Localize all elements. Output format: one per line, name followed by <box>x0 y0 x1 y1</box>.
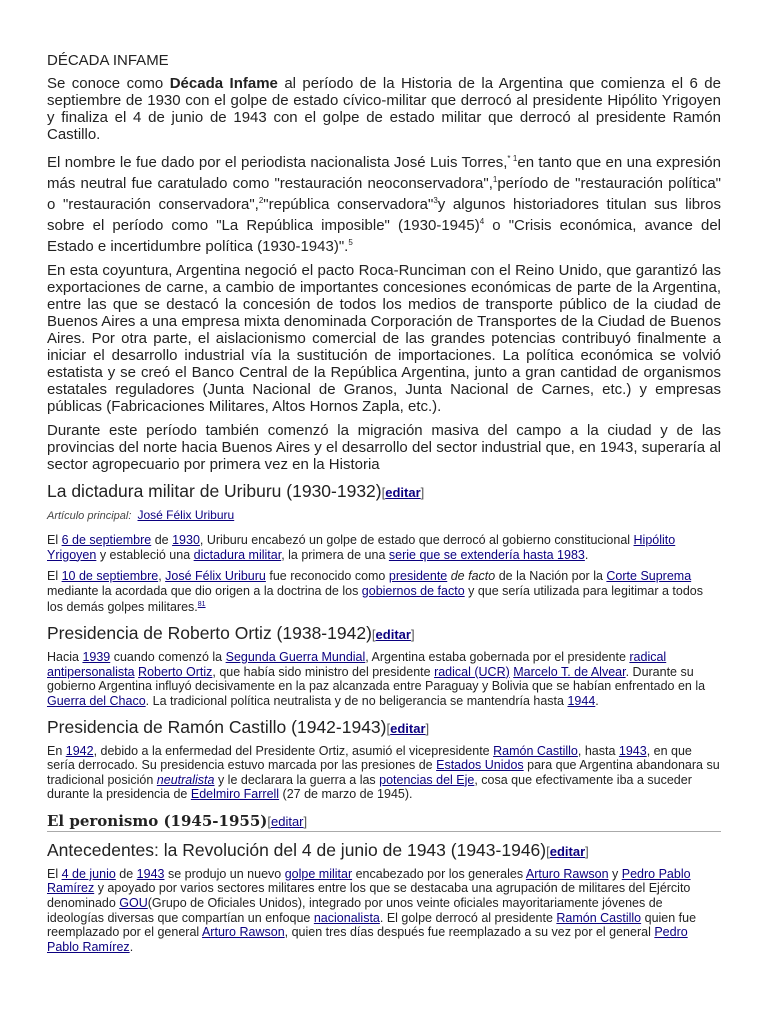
text: En <box>47 743 66 758</box>
link[interactable]: radical antipersonalista <box>47 650 667 679</box>
text: Se conoce como <box>47 75 170 92</box>
text: y apoyado por varios sectores militares entre los que se destacaba una agrupación de militares del Ejército denominado <box>47 881 691 911</box>
link[interactable]: potencias del Eje <box>379 772 475 787</box>
link[interactable]: gobiernos de facto <box>361 583 465 598</box>
link[interactable]: neutralista <box>156 772 215 787</box>
link[interactable]: radical (UCR) <box>434 664 510 679</box>
text: en tanto que en una expresión más neutral fue caratulado como "restauración neoconservadora", <box>47 154 721 192</box>
link[interactable]: Marcelo T. de Alvear <box>513 664 626 679</box>
bold-term: Década Infame <box>169 75 278 92</box>
text: , en que sería derrocado. Su presidencia estuvo marcada por las presiones de <box>47 743 692 773</box>
document-title: DÉCADA INFAME <box>47 52 169 69</box>
name-origin-paragraph <box>47 150 721 255</box>
edit-link[interactable]: editar <box>375 627 411 643</box>
text: , debido a la enfermedad del Presidente Ortiz, asumió el vicepresidente <box>93 743 494 758</box>
link[interactable]: 1943 <box>136 866 165 881</box>
link[interactable]: Hipólito Yrigoyen <box>47 533 676 562</box>
edit-section: [editar] <box>386 720 430 736</box>
link[interactable]: Pedro Pablo Ramírez <box>47 866 691 896</box>
link[interactable]: José Félix Uriburu <box>165 569 266 584</box>
edit-link[interactable]: editar <box>385 485 421 500</box>
text: . El golpe derrocó al presidente <box>379 910 557 925</box>
section-heading-revolucion-1943 <box>47 840 721 862</box>
uriburu-paragraph-1 <box>47 533 721 562</box>
text: , que había sido ministro del presidente <box>212 664 435 679</box>
link[interactable]: Roberto Ortiz <box>138 664 213 679</box>
link[interactable]: 1944 <box>567 693 596 708</box>
roca-runciman-paragraph: En esta coyuntura, Argentina negoció el pacto Roca-Runciman con el Reino Unido, que garantizó las exportaciones de carne, a cambio de importantes concesiones económicas de parte de la Argentina, entre las que se destacó la concesión de todos los medios de transporte público de la ciudad de Buenos Aires a una empresa mixta denominada Corporación de Transportes de la Ciudad de Buenos Aires. Por otra parte, el aislacionismo comercial de las grandes potencias contribuyó finalmente a iniciar el desarrollo industrial vía la sustitución de importaciones. La política económica se volvió estatista y se creó el Banco Central de la República Argentina, junto a gran cantidad de organismos estatales reguladores (Junta Nacional de Granos, Junta Nacional de Carnes, etc.) y empresas públicas (Fabricaciones Militares, Altos Hornos Zapla, etc.). <box>47 262 721 415</box>
link[interactable]: Arturo Rawson <box>201 925 285 940</box>
text: cuando comenzó la <box>110 650 226 665</box>
text: de la Nación por la <box>495 569 607 584</box>
link[interactable]: Segunda Guerra Mundial <box>225 650 366 665</box>
text: El <box>47 866 62 881</box>
link[interactable]: nacionalista <box>313 910 380 925</box>
text: y estableció una <box>96 547 194 562</box>
link[interactable]: Ramón Castillo <box>493 743 578 758</box>
link[interactable]: 4 de junio <box>61 866 116 881</box>
text: . Durante su gobierno Argentina influyó decisivamente en la paz alcanzada entre Paraguay y Bolivia que se habían enfrentado en la <box>47 664 706 694</box>
text: El <box>47 533 62 547</box>
revolucion-paragraph <box>47 867 721 955</box>
footnote-ref[interactable]: * 1 <box>507 154 518 163</box>
heading-text: El peronismo (1945-1955) <box>47 811 268 830</box>
text: , hasta <box>577 743 619 758</box>
text: El <box>47 569 62 584</box>
section-heading-ortiz <box>47 623 721 645</box>
heading-text: La dictadura militar de Uriburu (1930-1932) <box>47 481 382 501</box>
text: , quien tres días después fue reemplazado a su vez por el general <box>284 925 655 940</box>
main-article-note <box>47 508 721 522</box>
link[interactable]: 10 de septiembre <box>61 569 159 584</box>
link[interactable]: Arturo Rawson <box>525 866 609 881</box>
text: "república conservadora" <box>263 196 434 213</box>
heading-text: Presidencia de Roberto Ortiz (1938-1942) <box>47 623 372 644</box>
intro-paragraph <box>47 75 721 143</box>
text: para que Argentina abandonara su tradicional posición <box>47 758 720 787</box>
footnote-ref[interactable]: 3 <box>433 196 438 205</box>
main-article-link[interactable]: José Félix Uriburu <box>137 508 235 522</box>
text: y algunos historiadores titulan sus libros sobre el período como "La República imposible" (1930-1945) <box>47 196 721 234</box>
link[interactable]: 1942 <box>65 743 94 758</box>
text: (27 de marzo de 1945). <box>279 787 413 802</box>
link[interactable]: 1943 <box>618 743 647 758</box>
text: y <box>608 866 622 881</box>
text: El nombre le fue dado por el periodista nacionalista José Luis Torres, <box>47 154 508 171</box>
link[interactable]: Edelmiro Farrell <box>190 787 280 802</box>
link[interactable]: dictadura militar <box>193 547 282 562</box>
text: se produjo un nuevo <box>164 866 285 881</box>
link[interactable]: serie que se extendería hasta 1983 <box>388 547 585 562</box>
text: Hacia <box>47 650 83 665</box>
text: , cosa que efectivamente iba a suceder durante la presidencia de <box>47 772 692 802</box>
link[interactable]: Guerra del Chaco <box>47 693 146 708</box>
text: período de "restauración política" o "restauración conservadora", <box>47 175 722 213</box>
edit-section: [editar] <box>267 813 308 829</box>
italic-text: de facto <box>450 569 496 584</box>
edit-section: [editar] <box>546 843 589 859</box>
text: , la primera de una <box>281 547 389 562</box>
text: , Uriburu encabezó un golpe de estado que derrocó al gobierno constitucional <box>199 533 634 547</box>
text: y le declarara la guerra a las <box>214 772 380 787</box>
text: . La tradicional política neutralista y de no beligerancia se mantendría hasta <box>145 693 568 708</box>
text: (Grupo de Oficiales Unidos), integrado por unos veinte oficiales mayoritariamente jóvenes de ideologías diversas que compartían un enfoque <box>47 896 663 925</box>
footnote-ref[interactable]: 81 <box>197 601 206 609</box>
section-heading-uriburu <box>47 481 721 503</box>
text: de <box>115 866 137 881</box>
link[interactable]: golpe militar <box>284 866 353 881</box>
text: mediante la acordada que dio origen a la doctrina de los <box>47 583 362 598</box>
link[interactable]: 1939 <box>82 650 111 665</box>
text: . <box>595 693 599 708</box>
text: . <box>584 547 589 562</box>
text: de <box>151 533 173 547</box>
link[interactable]: 6 de septiembre <box>61 533 152 547</box>
section-heading-peronismo <box>47 812 721 832</box>
link[interactable]: presidente <box>388 569 448 584</box>
footnote-ref[interactable]: 4 <box>479 217 485 226</box>
section-heading-castillo <box>47 717 721 739</box>
text: fue reconocido como <box>265 569 389 584</box>
text: al período de la Historia de la Argentina que comienza el 6 de septiembre de 1930 con el golpe de estado cívico-militar que derrocó al presidente Hipólito Yrigoyen y finaliza el 4 de junio de 1943 con el golpe de estado militar que derrocó al presidente Ramón Castillo. <box>47 75 721 143</box>
document-page <box>47 47 721 961</box>
edit-link[interactable]: editar <box>549 843 586 859</box>
heading-text: Presidencia de Ramón Castillo (1942-1943) <box>47 716 387 737</box>
footnote-ref[interactable]: 1 <box>492 175 498 184</box>
uriburu-paragraph-2 <box>47 569 721 615</box>
text: o "Crisis económica, avance del Estado e incertidumbre política (1930-1943)". <box>47 217 721 255</box>
footnote-ref[interactable]: 2 <box>258 196 264 205</box>
link[interactable]: 1930 <box>172 533 200 547</box>
link[interactable]: Corte Suprema <box>606 569 692 584</box>
text: , Argentina estaba gobernada por el presidente <box>365 650 630 665</box>
ortiz-paragraph <box>47 650 721 708</box>
migration-paragraph: Durante este período también comenzó la migración masiva del campo a la ciudad y de las provincias del norte hacia Buenos Aires y el desarrollo del sector industrial que, en 1943, superaría al sector agropecuario por primera vez en la Historia <box>47 422 721 473</box>
note-label: Artículo principal: <box>47 510 132 522</box>
link[interactable]: GOU <box>119 896 148 911</box>
edit-section: [editar] <box>381 485 425 500</box>
link[interactable]: Pedro Pablo Ramírez <box>47 925 688 954</box>
text: encabezado por los generales <box>352 866 526 881</box>
castillo-paragraph <box>47 744 721 802</box>
text: y que sería utilizada para legitimar a todos los demás golpes militares. <box>47 583 703 615</box>
text: , <box>158 569 166 584</box>
link[interactable]: Ramón Castillo <box>556 910 642 925</box>
edit-section: [editar] <box>371 627 415 643</box>
edit-link[interactable]: editar <box>270 813 304 829</box>
edit-link[interactable]: editar <box>390 720 426 736</box>
heading-text: Antecedentes: la Revolución del 4 de junio de 1943 (1943-1946) <box>47 839 547 860</box>
link[interactable]: Estados Unidos <box>436 758 524 773</box>
text: . <box>129 939 134 954</box>
text: quien fue reemplazado por el general <box>47 910 697 940</box>
footnote-ref[interactable]: 5 <box>348 238 353 247</box>
